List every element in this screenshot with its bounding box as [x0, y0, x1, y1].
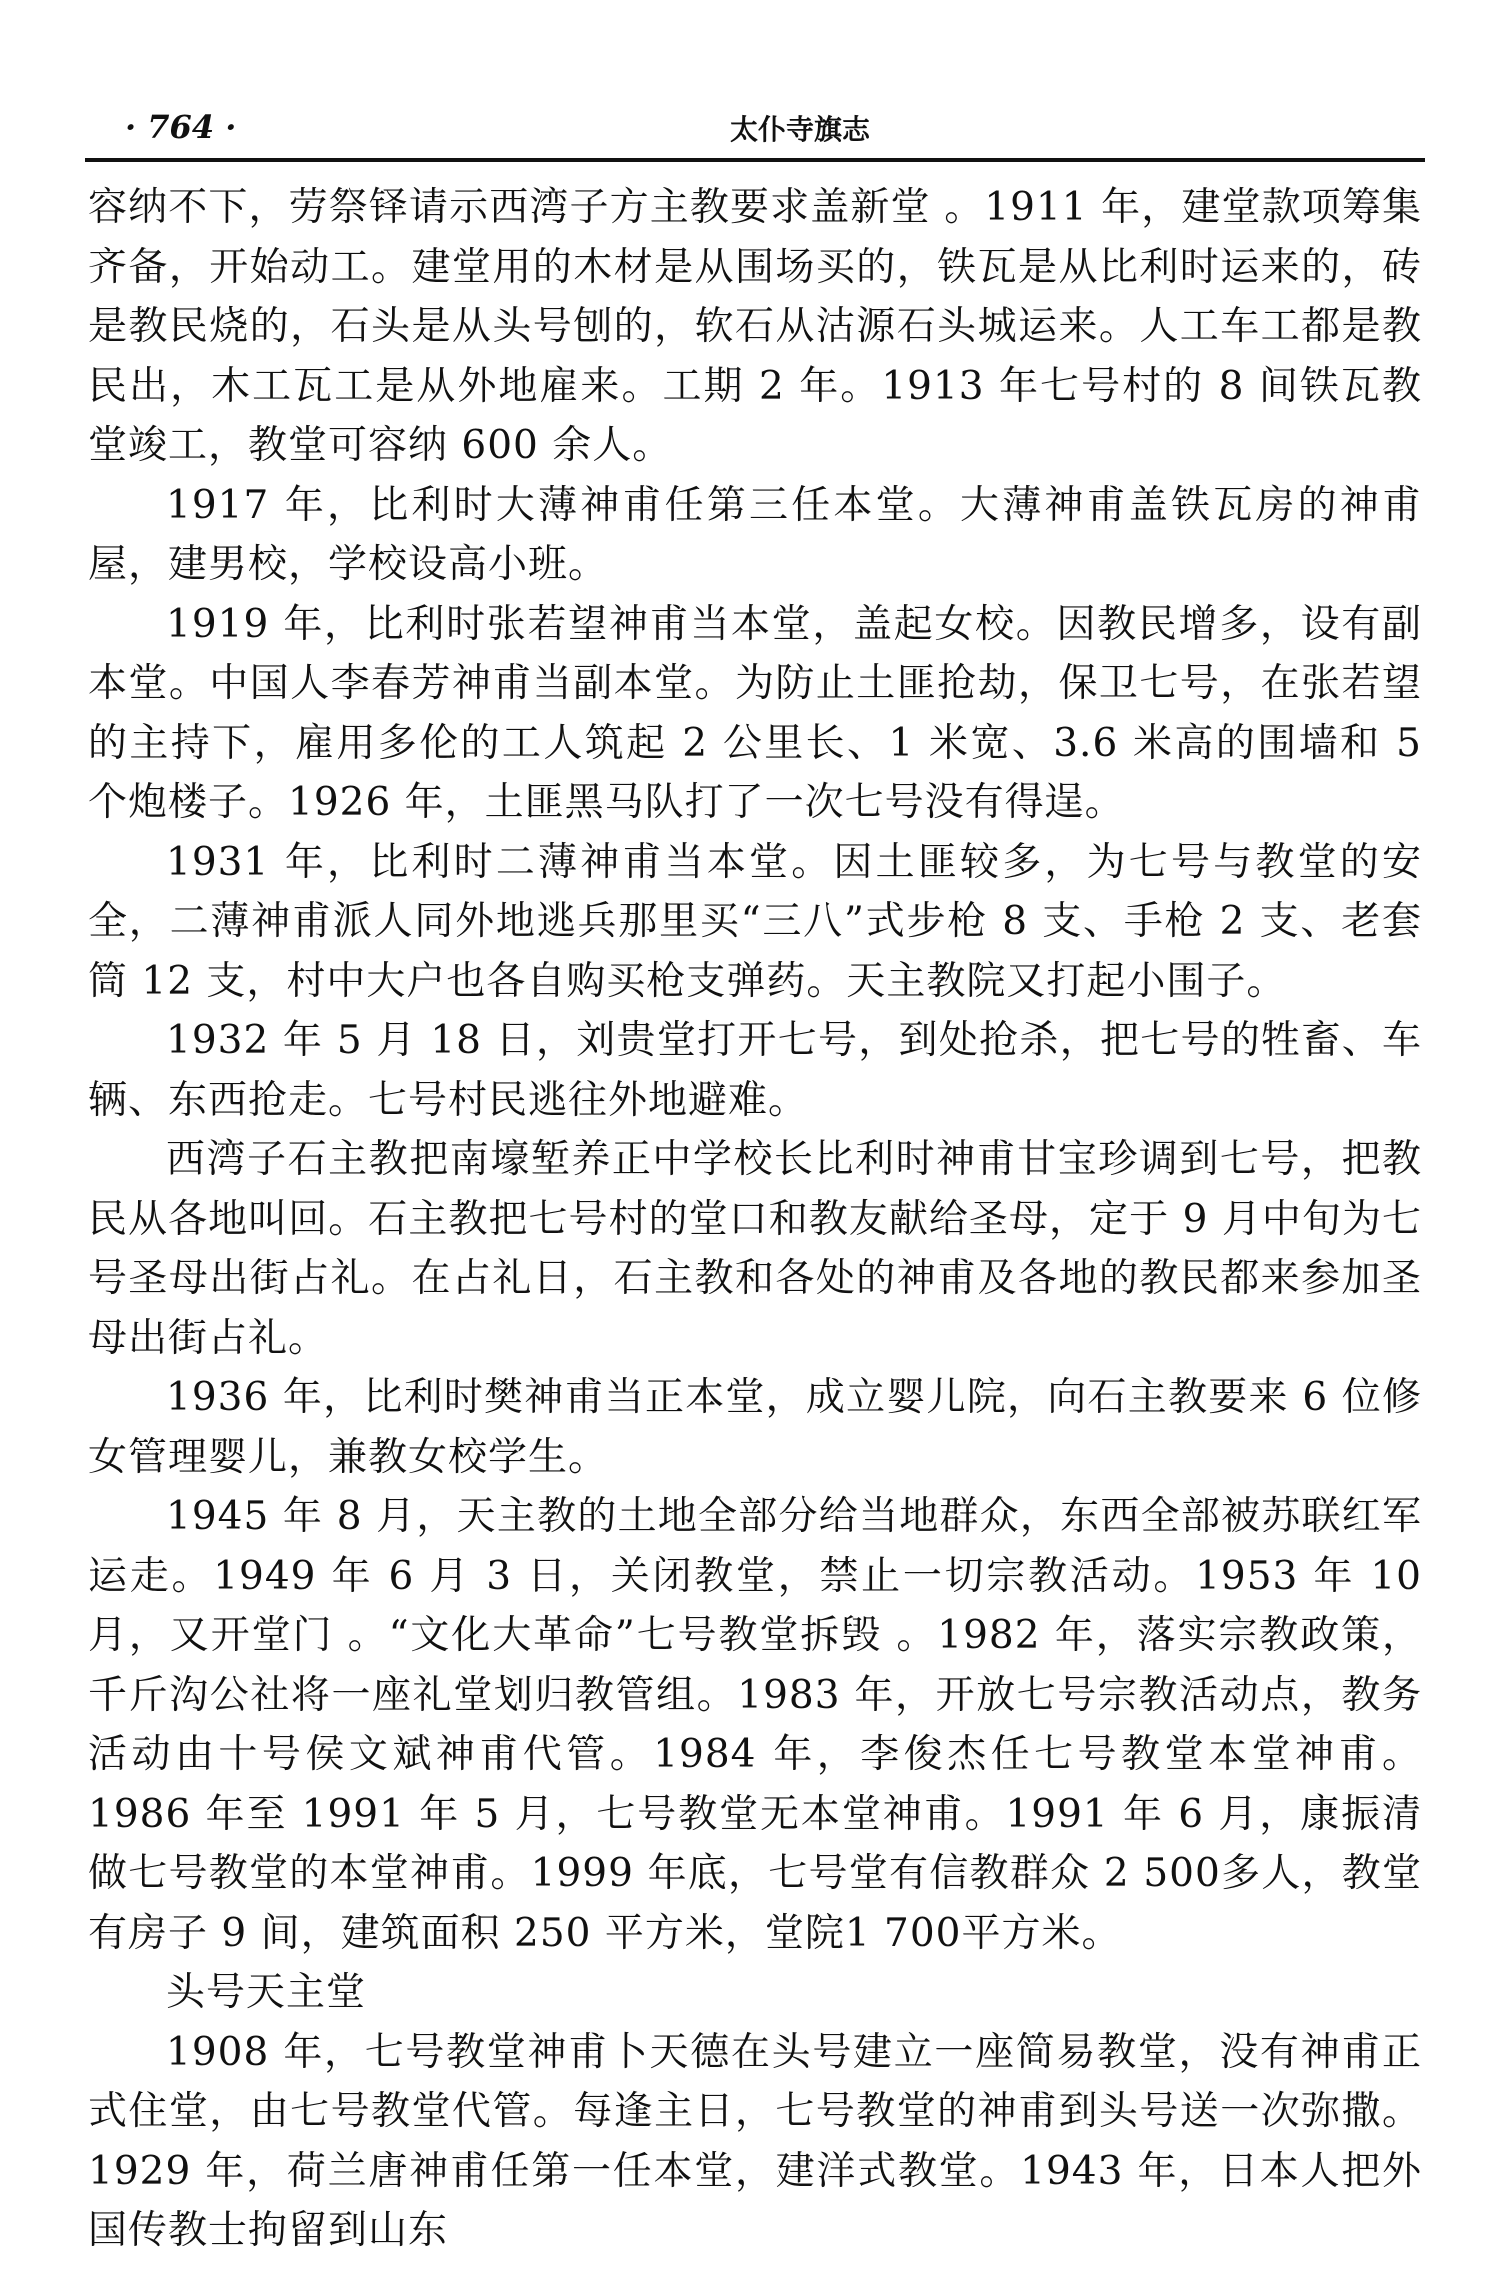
running-title: 太仆寺旗志	[729, 113, 870, 146]
paragraph: 1908 年，七号教堂神甫卜天德在头号建立一座简易教堂，没有神甫正式住堂，由七号教堂代管。每逢主日，七号教堂的神甫到头号送一次弥撒。1929 年，荷兰唐神甫任第一任本堂，建洋式教堂。1943 年，日本人把外国传教士拘留到山东	[88, 2029, 1422, 2253]
paragraph: 1919 年，比利时张若望神甫当本堂，盖起女校。因教民增多，设有副本堂。中国人李春芳神甫当副本堂。为防止土匪抢劫，保卫七号，在张若望的主持下，雇用多伦的工人筑起 2 公里长、1 米宽、3.6 米高的围墙和 5 个炮楼子。1926 年，土匪黑马队打了一次七号没有得逞。	[88, 601, 1422, 825]
paragraph: 1936 年，比利时樊神甫当正本堂，成立婴儿院，向石主教要来 6 位修女管理婴儿，兼教女校学生。	[88, 1375, 1422, 1480]
paragraph: 1932 年 5 月 18 日，刘贵堂打开七号，到处抢杀，把七号的牲畜、车辆、东西抢走。七号村民逃往外地避难。	[88, 1018, 1422, 1123]
page-number: · 764 ·	[125, 108, 237, 146]
section-heading: 头号天主堂	[166, 1970, 367, 2015]
paragraph: 1945 年 8 月，天主教的土地全部分给当地群众，东西全部被苏联红军运走。1949 年 6 月 3 日，关闭教堂，禁止一切宗教活动。1953 年 10 月，又开堂门 。“文化大革命”七号教堂拆毁 。1982 年，落实宗教政策，千斤沟公社将一座礼堂划归教管组。1983 年，开放七号宗教活动点，教务活动由十号侯文斌神甫代管。1984 年，李俊杰任七号教堂本堂神甫。1986 年至 1991 年 5 月，七号教堂无本堂神甫。1991 年 6 月，康振清做七号教堂的本堂神甫。1999 年底，七号堂有信教群众 2 500多人，教堂有房子 9 间，建筑面积 250 平方米，堂院1 700平方米。	[88, 1494, 1422, 1956]
paragraph: 西湾子石主教把南壕堑养正中学校长比利时神甫甘宝珍调到七号，把教民从各地叫回。石主教把七号村的堂口和教友献给圣母，定于 9 月中旬为七号圣母出街占礼。在占礼日，石主教和各处的神甫及各地的教民都来参加圣母出街占礼。	[88, 1137, 1422, 1361]
paragraph: 1931 年，比利时二薄神甫当本堂。因土匪较多，为七号与教堂的安全，二薄神甫派人同外地逃兵那里买“三八”式步枪 8 支、手枪 2 支、老套筒 12 支，村中大户也各自购买枪支弹药。天主教院又打起小围子。	[88, 839, 1422, 1004]
body-text	[88, 178, 1422, 2261]
page-header	[85, 108, 1425, 152]
header-rule	[85, 158, 1425, 162]
paragraph: 1917 年，比利时大薄神甫任第三任本堂。大薄神甫盖铁瓦房的神甫屋，建男校，学校设高小班。	[88, 482, 1422, 587]
paragraph: 容纳不下，劳祭铎请示西湾子方主教要求盖新堂 。1911 年，建堂款项筹集齐备，开始动工。建堂用的木材是从围场买的，铁瓦是从比利时运来的，砖是教民烧的，石头是从头号刨的，软石从沽源石头城运来。人工车工都是教民出，木工瓦工是从外地雇来。工期 2 年。1913 年七号村的 8 间铁瓦教堂竣工，教堂可容纳 600 余人。	[88, 185, 1422, 468]
